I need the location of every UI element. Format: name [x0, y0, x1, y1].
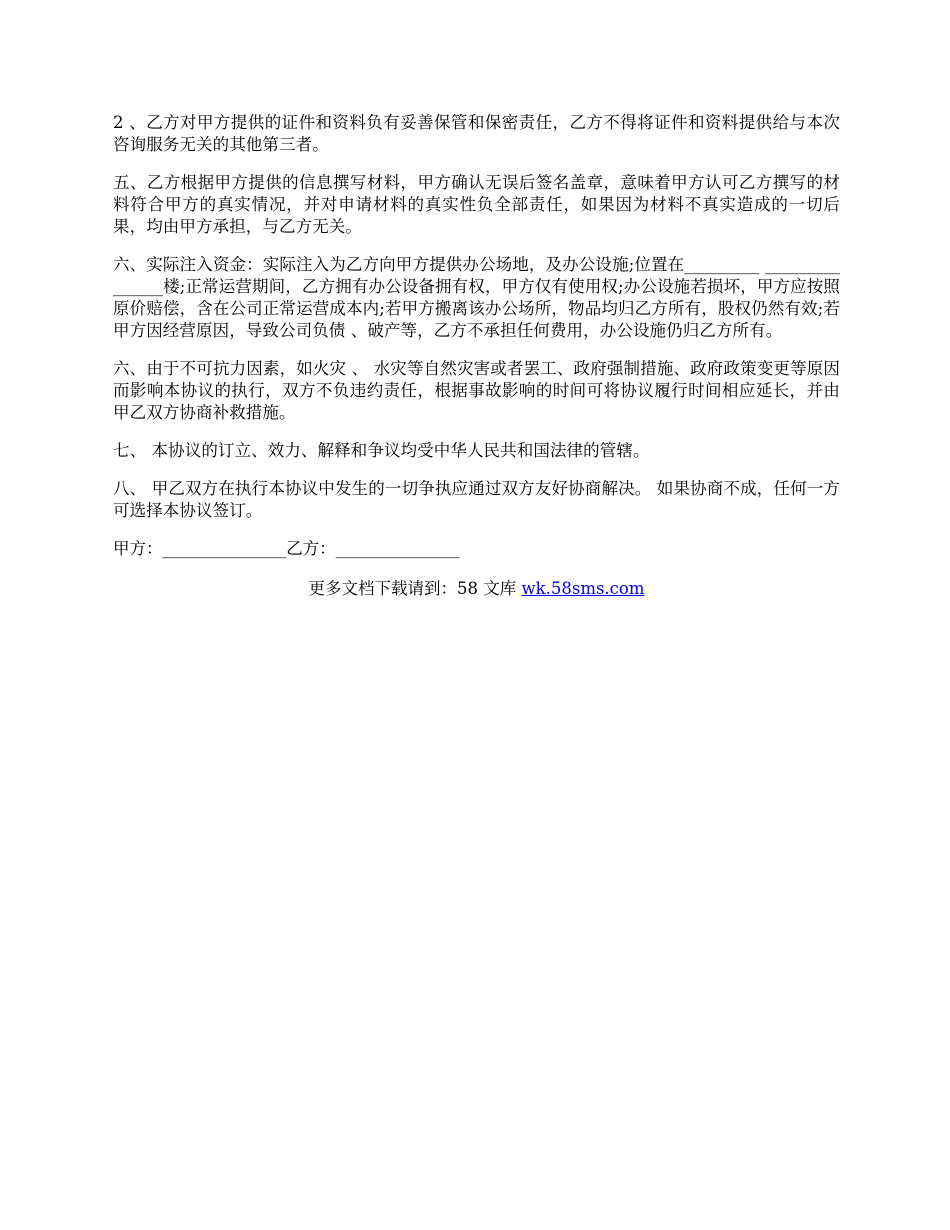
clause-paragraph-5: 五、乙方根据甲方提供的信息撰写材料，甲方确认无误后签名盖章，意味着甲方认可乙方撰写的材料符合甲方的真实情况，并对申请材料的真实性负全部责任，如果因为材料不真实造成的一切后果，均由甲方承担，与乙方无关。 [113, 173, 840, 236]
footer-website-link[interactable]: wk.58sms.com [521, 579, 645, 598]
download-footer [113, 578, 840, 600]
document-body [113, 112, 840, 600]
footer-prefix-text: 更多文档下载请到：58 文库 [308, 579, 522, 598]
clause-paragraph-7: 七、 本协议的订立、效力、解释和争议均受中华人民共和国法律的管辖。 [113, 441, 650, 460]
party-b-signature-blank: _______________ [335, 539, 460, 558]
party-a-signature-blank: _______________ [162, 539, 287, 558]
clause-paragraph-8: 八、 甲乙双方在执行本协议中发生的一切争执应通过双方友好协商解决。 如果协商不成，任何一方可选择本协议签订。 [113, 479, 840, 520]
party-b-label: 乙方： [286, 539, 336, 558]
clause-paragraph-6a: 六、实际注入资金：实际注入为乙方向甲方提供办公场地，及办公设施;位置在_________ _______________楼;正常运营期间，乙方拥有办公设备拥有权，甲方仅有使用权;办公设施若损坏，甲方应按照原价赔偿，含在公司正常运营成本内;若甲方搬离该办公场所，物品均归乙方所有，股权仍然有效;若甲方因经营原因，导致公司负债 、破产等，乙方不承担任何费用，办公设施仍归乙方所有。 [113, 255, 840, 340]
party-a-label: 甲方： [113, 539, 163, 558]
signature-line [113, 538, 840, 560]
clause-paragraph-6b: 六、由于不可抗力因素，如火灾 、 水灾等自然灾害或者罢工、政府强制措施、政府政策变更等原因而影响本协议的执行，双方不负违约责任，根据事故影响的时间可将协议履行时间相应延长，并由甲乙双方协商补救措施。 [113, 359, 840, 422]
clause-paragraph-2: 2 、乙方对甲方提供的证件和资料负有妥善保管和保密责任，乙方不得将证件和资料提供给与本次咨询服务无关的其他第三者。 [113, 113, 840, 154]
